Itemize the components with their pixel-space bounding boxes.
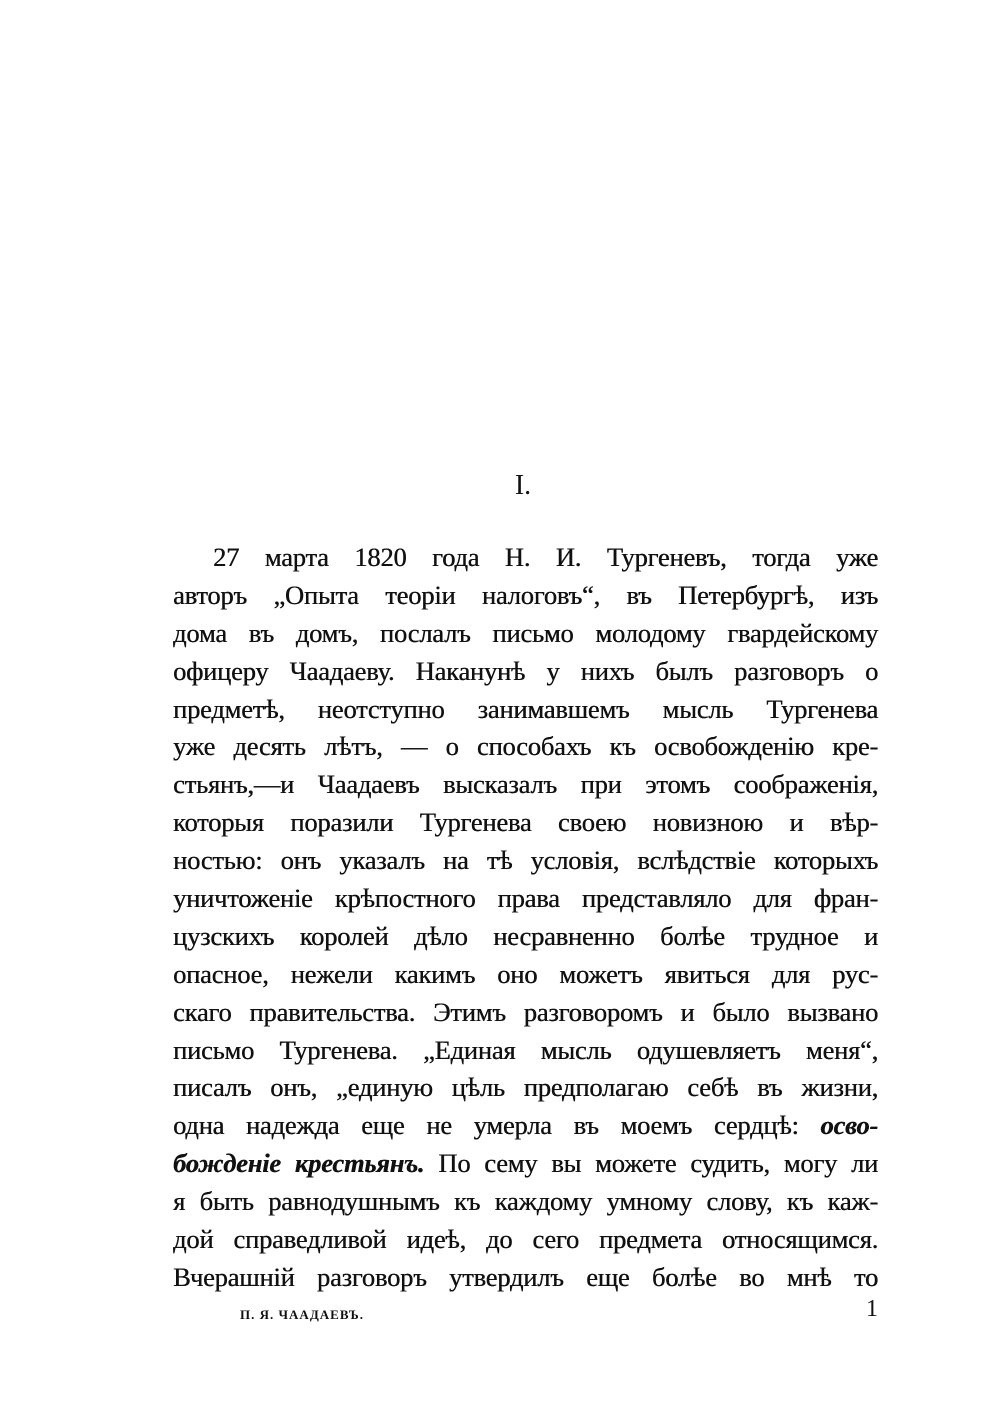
line-text: 27 марта 1820 года Н. И. Тургеневъ, тогда уже bbox=[213, 542, 878, 572]
line-text: ностью: онъ указалъ на тѣ условія, вслѣдствіе которыхъ bbox=[173, 845, 878, 876]
text-line bbox=[173, 652, 878, 690]
line-text: По сему вы можете судить, могу ли bbox=[424, 1148, 878, 1179]
text-line bbox=[173, 1068, 878, 1106]
text-line bbox=[173, 538, 878, 576]
line-text: предметѣ, неотступно занимавшемъ мысль Тургенева bbox=[173, 693, 878, 724]
line-text: авторъ „Опыта теоріи налоговъ“, въ Петербургѣ, изъ bbox=[173, 579, 878, 610]
text-line bbox=[173, 841, 878, 879]
text-line bbox=[173, 1220, 878, 1258]
line-text: которыя поразили Тургенева своею новизною и вѣр- bbox=[173, 807, 878, 838]
text-line bbox=[173, 917, 878, 955]
text-line bbox=[173, 879, 878, 917]
line-text: скаго правительства. Этимъ разговоромъ и было вызвано bbox=[173, 996, 878, 1027]
line-text: уничтоженіе крѣпостного права представляло для фран- bbox=[173, 883, 878, 914]
text-line bbox=[173, 955, 878, 993]
text-line bbox=[173, 690, 878, 728]
line-text: Вчерашній разговоръ утвердилъ еще болѣе во мнѣ то bbox=[173, 1261, 878, 1292]
emphasized-text: божденіе крестьянъ. bbox=[173, 1148, 425, 1179]
text-line bbox=[173, 1031, 878, 1069]
chapter-heading: I. bbox=[514, 470, 532, 501]
line-text: дома въ домъ, послалъ письмо молодому гвардейскому bbox=[173, 617, 878, 648]
body-text bbox=[173, 538, 878, 1296]
line-text: опасное, нежели какимъ оно можетъ явиться для рус- bbox=[173, 958, 878, 989]
line-text: писалъ онъ, „единую цѣль предполагаю себѣ въ жизни, bbox=[173, 1072, 878, 1103]
text-line bbox=[173, 993, 878, 1031]
line-text: цузскихъ королей дѣло несравненно болѣе трудное и bbox=[173, 920, 878, 951]
emphasized-text: осво- bbox=[820, 1110, 878, 1141]
footer-signature: П. Я. ЧААДАЕВЪ. bbox=[240, 1307, 364, 1322]
line-text: дой справедливой идеѣ, до сего предмета относящимся. bbox=[173, 1224, 878, 1255]
text-line bbox=[173, 1144, 878, 1182]
text-line bbox=[173, 1182, 878, 1220]
text-line bbox=[173, 1106, 878, 1144]
line-text: стьянъ,—и Чаадаевъ высказалъ при этомъ соображенія, bbox=[173, 769, 878, 800]
line-text: уже десять лѣтъ, — о способахъ къ освобожденію кре- bbox=[173, 731, 878, 762]
text-line bbox=[173, 765, 878, 803]
text-line bbox=[173, 576, 878, 614]
text-line bbox=[173, 1258, 878, 1296]
text-line bbox=[173, 614, 878, 652]
line-text: офицеру Чаадаеву. Наканунѣ у нихъ былъ разговоръ о bbox=[173, 655, 878, 686]
page-number: 1 bbox=[866, 1296, 878, 1322]
text-line bbox=[173, 803, 878, 841]
line-text: я быть равнодушнымъ къ каждому умному слову, къ каж- bbox=[173, 1186, 878, 1217]
text-line bbox=[173, 727, 878, 765]
line-text: письмо Тургенева. „Единая мысль одушевляетъ меня“, bbox=[173, 1034, 878, 1065]
line-text: одна надежда еще не умерла въ моемъ сердцѣ: bbox=[173, 1110, 821, 1141]
